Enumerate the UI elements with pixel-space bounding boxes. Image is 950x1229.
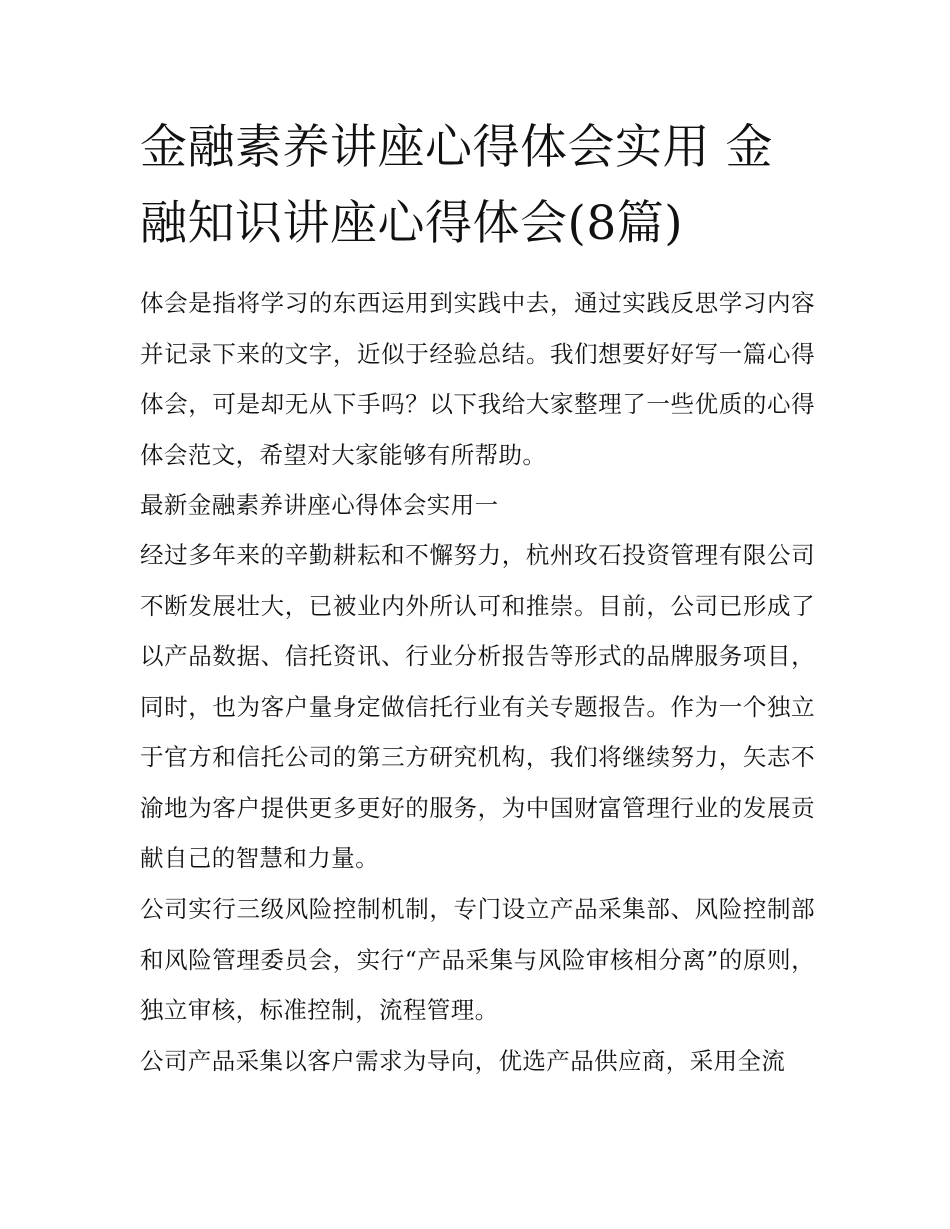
section-subheading: 最新金融素养讲座心得体会实用一 bbox=[140, 491, 499, 519]
intro-paragraph: 体会是指将学习的东西运用到实践中去，通过实践反思学习内容并记录下来的文字，近似于经验总结。我们想要好好写一篇心得体会，可是却无从下手吗？以下我给大家整理了一些优质的心得体会范文，希望对大家能够有所帮助。 bbox=[140, 289, 815, 469]
body-paragraph: 公司产品采集以客户需求为导向，优选产品供应商，采用全流 bbox=[140, 1047, 786, 1075]
document-title: 金融素养讲座心得体会实用 金融知识讲座心得体会(8篇) bbox=[140, 120, 773, 251]
body-paragraph: 经过多年来的辛勤耕耘和不懈努力，杭州玫石投资管理有限公司不断发展壮大，已被业内外所认可和推崇。目前，公司已形成了以产品数据、信托资讯、行业分析报告等形式的品牌服务项目，同时，也为客户量身定做信托行业有关专题报告。作为一个独立于官方和信托公司的第三方研究机构，我们将继续努力，矢志不渝地为客户提供更多更好的服务，为中国财富管理行业的发展贡献自己的智慧和力量。 bbox=[140, 541, 815, 872]
body-paragraph: 公司实行三级风险控制机制，专门设立产品采集部、风险控制部和风险管理委员会，实行“产品采集与风险审核相分离”的原则，独立审核，标准控制，流程管理。 bbox=[140, 895, 815, 1024]
